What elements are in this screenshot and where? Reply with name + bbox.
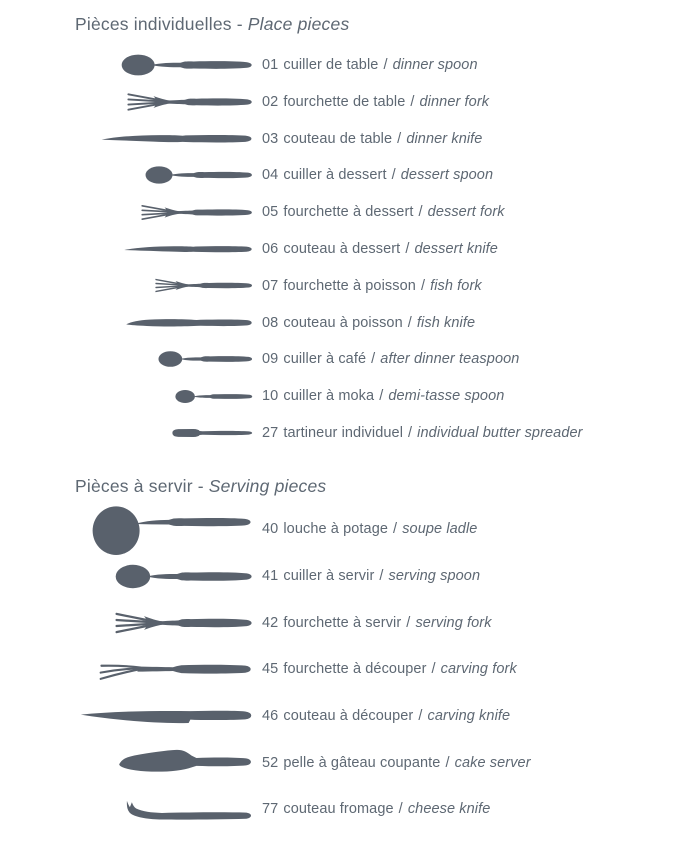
item-label bbox=[262, 521, 477, 537]
item-label bbox=[262, 708, 510, 724]
serving-spoon-icon bbox=[115, 563, 253, 590]
silhouette-column bbox=[75, 657, 253, 682]
slash-separator: / bbox=[379, 388, 384, 405]
silhouette-column bbox=[75, 315, 253, 330]
slash-separator: / bbox=[397, 130, 402, 147]
silhouette-column bbox=[75, 745, 253, 781]
dinner-knife-icon bbox=[100, 130, 253, 147]
slash-separator: / bbox=[383, 57, 388, 74]
list-item bbox=[75, 739, 674, 786]
item-name-en: dinner spoon bbox=[392, 57, 478, 74]
carving-fork-icon bbox=[99, 657, 253, 682]
item-name-fr: cuiller à café bbox=[283, 351, 367, 368]
fish-fork-icon bbox=[155, 277, 253, 294]
item-label bbox=[262, 278, 482, 294]
item-name-en: demi-tasse spoon bbox=[388, 388, 505, 405]
item-name-fr: couteau à dessert bbox=[283, 241, 401, 257]
item-code: 52 bbox=[262, 754, 279, 771]
list-item bbox=[75, 194, 674, 231]
item-name-en: after dinner teaspoon bbox=[380, 351, 520, 368]
item-label bbox=[262, 167, 493, 183]
item-code: 42 bbox=[262, 614, 279, 631]
section-title-fr: Pièces individuelles bbox=[75, 14, 232, 34]
item-name-en: dinner fork bbox=[419, 93, 490, 110]
section-serving-pieces bbox=[75, 475, 674, 832]
silhouette-column bbox=[75, 53, 253, 77]
list-item bbox=[75, 267, 674, 304]
after-dinner-teaspoon-icon bbox=[158, 350, 253, 368]
item-label bbox=[262, 204, 505, 220]
carving-knife-icon bbox=[79, 705, 253, 727]
item-code: 02 bbox=[262, 93, 279, 110]
silhouette-column bbox=[75, 242, 253, 256]
slash-separator: / bbox=[445, 754, 450, 771]
list-item bbox=[75, 786, 674, 833]
slash-separator: / bbox=[408, 424, 413, 441]
cake-server-icon bbox=[115, 745, 253, 781]
cheese-knife-icon bbox=[121, 797, 253, 822]
silhouette-column bbox=[75, 91, 253, 113]
silhouette-column bbox=[75, 503, 253, 555]
item-name-en: soupe ladle bbox=[402, 521, 478, 538]
dessert-knife-icon bbox=[123, 242, 253, 256]
item-name-en: individual butter spreader bbox=[417, 424, 583, 441]
item-name-en: dinner knife bbox=[406, 130, 483, 147]
item-code: 10 bbox=[262, 388, 279, 405]
item-name-fr: couteau à découper bbox=[283, 708, 414, 725]
item-name-en: dessert knife bbox=[414, 241, 498, 257]
item-label bbox=[262, 801, 490, 817]
item-name-fr: fourchette à servir bbox=[283, 614, 402, 631]
list-item bbox=[75, 693, 674, 740]
silhouette-column bbox=[75, 350, 253, 368]
item-name-en: dessert fork bbox=[427, 204, 505, 221]
item-code: 07 bbox=[262, 277, 279, 294]
title-dash-separator: - bbox=[236, 14, 243, 34]
item-code: 03 bbox=[262, 130, 279, 147]
slash-separator: / bbox=[398, 801, 403, 818]
item-name-fr: tartineur individuel bbox=[283, 424, 404, 441]
item-code: 27 bbox=[262, 424, 279, 441]
item-label bbox=[262, 388, 504, 404]
slash-separator: / bbox=[407, 314, 412, 331]
item-name-fr: cuiller à moka bbox=[283, 388, 375, 405]
section-title bbox=[75, 475, 674, 499]
item-name-fr: cuiller à dessert bbox=[283, 167, 387, 184]
item-label bbox=[262, 351, 519, 367]
item-label bbox=[262, 661, 517, 677]
list-item bbox=[75, 120, 674, 157]
item-name-fr: fourchette de table bbox=[283, 93, 406, 110]
item-label bbox=[262, 315, 475, 331]
item-code: 09 bbox=[262, 351, 279, 368]
item-label bbox=[262, 57, 478, 73]
silhouette-column bbox=[75, 427, 253, 439]
silhouette-column bbox=[75, 705, 253, 727]
title-dash-separator: - bbox=[197, 476, 204, 497]
demi-tasse-spoon-icon bbox=[175, 389, 253, 404]
slash-separator: / bbox=[379, 568, 384, 585]
item-code: 04 bbox=[262, 167, 279, 184]
item-name-fr: louche à potage bbox=[283, 521, 389, 538]
silhouette-column bbox=[75, 563, 253, 590]
individual-butter-spreader-icon bbox=[169, 427, 253, 439]
slash-separator: / bbox=[371, 351, 376, 368]
list-item bbox=[75, 341, 674, 378]
item-code: 45 bbox=[262, 661, 279, 678]
item-label bbox=[262, 615, 492, 631]
item-name-fr: couteau de table bbox=[283, 130, 393, 147]
item-name-en: fish fork bbox=[430, 277, 482, 294]
list-item bbox=[75, 231, 674, 268]
item-name-en: carving fork bbox=[440, 661, 517, 678]
slash-separator: / bbox=[418, 708, 423, 725]
section-title-fr: Pièces à servir bbox=[75, 476, 193, 497]
slash-separator: / bbox=[406, 614, 411, 631]
slash-separator: / bbox=[393, 521, 398, 538]
item-label bbox=[262, 131, 482, 147]
item-name-en: cheese knife bbox=[407, 801, 491, 818]
item-code: 08 bbox=[262, 314, 279, 331]
item-name-fr: couteau à poisson bbox=[283, 314, 403, 331]
list-item bbox=[75, 157, 674, 194]
silhouette-column bbox=[75, 277, 253, 294]
slash-separator: / bbox=[418, 204, 423, 221]
item-name-fr: cuiller à servir bbox=[283, 568, 375, 585]
item-name-en: cake server bbox=[454, 754, 531, 771]
item-code: 77 bbox=[262, 801, 279, 818]
section-title-en: Serving pieces bbox=[208, 476, 327, 497]
soupe-ladle-icon bbox=[91, 503, 253, 555]
section-place-pieces bbox=[75, 13, 674, 451]
section-title bbox=[75, 13, 674, 37]
item-name-fr: couteau fromage bbox=[283, 801, 394, 818]
item-code: 06 bbox=[262, 241, 279, 257]
item-label bbox=[262, 241, 498, 257]
dessert-fork-icon bbox=[141, 203, 253, 222]
list-item bbox=[75, 506, 674, 553]
item-code: 40 bbox=[262, 521, 279, 538]
item-name-en: fish knife bbox=[416, 314, 476, 331]
item-code: 41 bbox=[262, 568, 279, 585]
slash-separator: / bbox=[431, 661, 436, 678]
place-pieces-list bbox=[75, 47, 674, 452]
dinner-spoon-icon bbox=[121, 53, 253, 77]
item-name-fr: pelle à gâteau coupante bbox=[283, 754, 441, 771]
item-name-en: serving fork bbox=[415, 614, 492, 631]
list-item bbox=[75, 415, 674, 452]
item-name-en: dessert spoon bbox=[400, 167, 494, 184]
slash-separator: / bbox=[410, 93, 415, 110]
silhouette-column bbox=[75, 797, 253, 822]
list-item bbox=[75, 304, 674, 341]
section-title-en: Place pieces bbox=[247, 14, 350, 34]
item-label bbox=[262, 568, 480, 584]
list-item bbox=[75, 83, 674, 120]
item-name-en: carving knife bbox=[427, 708, 511, 725]
item-code: 01 bbox=[262, 57, 279, 74]
fish-knife-icon bbox=[125, 315, 253, 330]
silhouette-column bbox=[75, 165, 253, 185]
list-item bbox=[75, 378, 674, 415]
item-code: 46 bbox=[262, 708, 279, 725]
slash-separator: / bbox=[420, 277, 426, 294]
item-name-fr: fourchette à dessert bbox=[283, 204, 414, 221]
item-name-en: serving spoon bbox=[388, 568, 481, 585]
silhouette-column bbox=[75, 130, 253, 147]
item-label bbox=[262, 425, 583, 441]
silhouette-column bbox=[75, 203, 253, 222]
list-item bbox=[75, 599, 674, 646]
list-item bbox=[75, 646, 674, 693]
item-name-fr: fourchette à poisson bbox=[283, 277, 416, 294]
silhouette-column bbox=[75, 610, 253, 636]
item-code: 05 bbox=[262, 204, 279, 221]
item-label bbox=[262, 755, 531, 771]
silhouette-column bbox=[75, 389, 253, 404]
dessert-spoon-icon bbox=[145, 165, 253, 185]
slash-separator: / bbox=[405, 241, 410, 257]
serving-fork-icon bbox=[115, 610, 253, 636]
item-name-fr: cuiller de table bbox=[283, 57, 379, 74]
item-label bbox=[262, 94, 489, 110]
slash-separator: / bbox=[391, 167, 396, 184]
list-item bbox=[75, 553, 674, 600]
list-item bbox=[75, 47, 674, 84]
item-name-fr: fourchette à découper bbox=[283, 661, 427, 678]
dinner-fork-icon bbox=[127, 91, 253, 113]
serving-pieces-list bbox=[75, 506, 674, 833]
